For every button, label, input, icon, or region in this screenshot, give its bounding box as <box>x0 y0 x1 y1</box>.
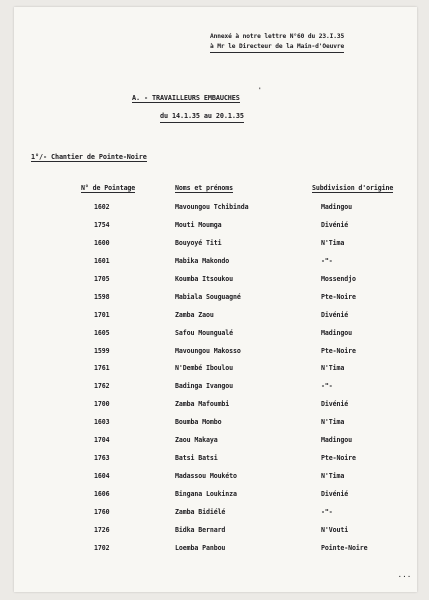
origin-subdivision: Madingou <box>321 328 352 337</box>
pointage-number: 1700 <box>94 400 110 409</box>
pointage-number: 1598 <box>94 292 110 301</box>
table-row <box>14 293 417 311</box>
table-row <box>14 436 417 454</box>
pointage-number: 1605 <box>94 328 110 337</box>
origin-subdivision: N'Tima <box>321 238 345 247</box>
origin-subdivision: N'Tima <box>321 472 345 481</box>
table-row <box>14 221 417 239</box>
pointage-number: 1762 <box>94 382 110 391</box>
table-row <box>14 364 417 382</box>
worker-name: Koumba Itsoukou <box>175 274 234 283</box>
origin-subdivision: Pointe-Noire <box>321 543 368 552</box>
origin-subdivision: Divénié <box>321 400 349 409</box>
worker-name: Batsi Batsi <box>175 454 218 463</box>
table-row <box>14 382 417 400</box>
table-row <box>14 418 417 436</box>
origin-subdivision: Mossendjo <box>321 274 356 283</box>
table-row <box>14 472 417 490</box>
table-row <box>14 400 417 418</box>
pointage-number: 1602 <box>94 203 110 211</box>
pointage-number: 1604 <box>94 472 110 481</box>
worker-name: Mabiala Souguagné <box>175 292 241 301</box>
origin-subdivision: Divénié <box>321 220 349 229</box>
pointage-number: 1754 <box>94 220 110 229</box>
reference-note <box>210 32 344 53</box>
header-origin-text: Subdivision d'origine <box>312 184 394 192</box>
pointage-number: 1705 <box>94 274 110 283</box>
table-row <box>14 544 417 562</box>
reference-line-2: à Mr le Directeur de la Main-d'Oeuvre <box>210 42 344 53</box>
worker-name: Zamba Zaou <box>175 310 214 319</box>
document-page <box>14 7 417 592</box>
table-row <box>14 347 417 365</box>
worker-name: Bingana Loukinza <box>175 490 237 498</box>
origin-subdivision: N'Vouti <box>321 525 349 534</box>
origin-subdivision: -"- <box>321 507 333 516</box>
table-row <box>14 239 417 257</box>
pointage-number: 1606 <box>94 490 110 498</box>
worker-name: Madassou Moukéto <box>175 472 237 481</box>
table-row <box>14 329 417 347</box>
worker-name: Bouyoyé Titi <box>175 238 222 247</box>
worker-name: Safou Moungualé <box>175 328 234 337</box>
pointage-number: 1601 <box>94 256 110 265</box>
worker-name: Zamba Mafoumbi <box>175 400 230 409</box>
document-title <box>132 94 240 102</box>
continuation-marks: ... <box>398 572 412 579</box>
section-heading <box>31 153 147 161</box>
table-row <box>14 257 417 275</box>
pointage-number: 1599 <box>94 346 110 355</box>
worker-name: Bidka Bernard <box>175 525 226 534</box>
pointage-number: 1701 <box>94 310 110 319</box>
title-accent-mark: ' <box>258 87 262 94</box>
origin-subdivision: N'Tima <box>321 418 345 427</box>
period-text: du 14.1.35 au 20.1.35 <box>160 112 244 123</box>
header-names-text: Noms et prénoms <box>175 184 234 192</box>
worker-name: Mavoungou Makosso <box>175 346 241 355</box>
table-row <box>14 490 417 508</box>
header-names <box>175 184 233 192</box>
table-row <box>14 454 417 472</box>
origin-subdivision: Pte-Noire <box>321 346 356 355</box>
table-row <box>14 526 417 544</box>
origin-subdivision: Divénié <box>321 490 349 498</box>
worker-name: Mabika Makondo <box>175 256 230 265</box>
document-title-text: A. - TRAVAILLEURS EMBAUCHES <box>132 94 240 102</box>
origin-subdivision: Pte-Noire <box>321 292 356 301</box>
table-row <box>14 203 417 221</box>
worker-name: Zamba Bidiélé <box>175 507 226 516</box>
pointage-number: 1726 <box>94 525 110 534</box>
origin-subdivision: -"- <box>321 382 333 391</box>
origin-subdivision: N'Tima <box>321 364 345 373</box>
pointage-number: 1763 <box>94 454 110 463</box>
origin-subdivision: Madingou <box>321 436 352 445</box>
header-origin <box>312 184 393 192</box>
origin-subdivision: Divénié <box>321 310 349 319</box>
table-row <box>14 508 417 526</box>
worker-list <box>14 203 417 562</box>
origin-subdivision: Pte-Noire <box>321 454 356 463</box>
pointage-number: 1603 <box>94 418 110 427</box>
table-row <box>14 275 417 293</box>
section-heading-text: 1°/- Chantier de Pointe-Noire <box>31 153 147 161</box>
worker-name: Loemba Panbou <box>175 543 226 552</box>
worker-name: Zaou Makaya <box>175 436 218 445</box>
pointage-number: 1760 <box>94 507 110 516</box>
pointage-number: 1702 <box>94 543 110 552</box>
worker-name: N'Dembé Iboulou <box>175 364 234 373</box>
worker-name: Badinga Ivangou <box>175 382 234 391</box>
worker-name: Mouti Moumga <box>175 220 222 229</box>
origin-subdivision: -"- <box>321 256 333 265</box>
header-pointage <box>81 184 135 192</box>
table-row <box>14 311 417 329</box>
reference-line-1: Annexé à notre lettre N°60 du 23.I.35 <box>210 33 345 40</box>
origin-subdivision: Madingou <box>321 203 352 211</box>
period-line <box>160 112 244 123</box>
worker-name: Mavoungou Tchibinda <box>175 203 249 211</box>
pointage-number: 1761 <box>94 364 110 373</box>
pointage-number: 1600 <box>94 238 110 247</box>
worker-name: Boumba Mombo <box>175 418 222 427</box>
pointage-number: 1704 <box>94 436 110 445</box>
header-pointage-text: N° de Pointage <box>81 184 136 192</box>
